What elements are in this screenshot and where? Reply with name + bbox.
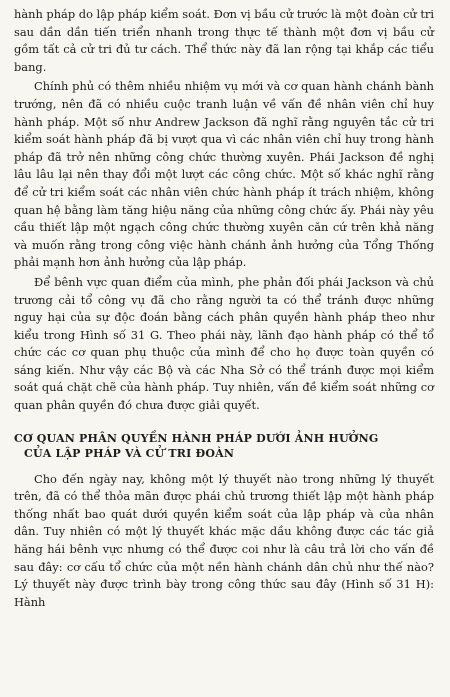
section-heading-line-2: CỦA LẬP PHÁP VÀ CỬ TRI ĐOÀN	[24, 446, 235, 460]
paragraph-3: Để bênh vực quan điểm của mình, phe phản đối phái Jackson và chủ trương cải tổ công vụ đã cho rằng người ta có thể tránh được những nguy hại của sự độc đoán bằng cách phân quyền hành pháp theo như kiểu trong Hình số 31 G. Theo phái này, lãnh đạo hành pháp có thể tổ chức các cơ quan phụ thuộc của mình để cho họ được toàn quyền có sáng kiến. Như vậy các Bộ và các Nha Sở có thể tránh được mọi kiểm soát quá chặt chẽ của hành pháp. Tuy nhiên, vấn đề kiểm soát những cơ quan phân quyền đó chưa được giải quyết.	[14, 274, 434, 413]
paragraph-1: hành pháp do lập pháp kiểm soát. Đơn vị bầu cử trước là một đoàn cử tri sau dần dần tiến triển nhanh trong thực tế thành một đơn vị bầu cử gồm tất cả cử tri đủ tư cách. Thể thức này đã lan rộng tại khắp các tiểu bang.	[14, 7, 434, 74]
section-heading-line-1: CƠ QUAN PHÂN QUYỀN HÀNH PHÁP DƯỚI ẢNH HƯỞNG	[14, 431, 379, 445]
paragraph-4: Cho đến ngày nay, không một lý thuyết nào trong những lý thuyết trên, đã có thể thỏa mãn được phái chủ trương thiết lập một hành pháp thống nhất bao quát dưới quyền kiểm soát của lập pháp và của nhân dân. Tuy nhiên có một lý thuyết khác mặc dầu không được các tác giả hăng hái bênh vực nhưng có thể được coi như là câu trả lời cho vấn đề sau đây: cơ cấu tổ chức của một nền hành chánh dân chủ như thế nào? Lý thuyết này được trình bày trong công thức sau đây (Hình số 31 H): Hành	[14, 471, 434, 609]
paragraph-2: Chính phủ có thêm nhiều nhiệm vụ mới và cơ quan hành chánh bành trướng, nên đã có nhiều cuộc tranh luận về vấn đề nhân viên chỉ huy hành pháp. Một số như Andrew Jackson đã nghĩ rằng nguyên tắc cử tri kiểm soát hành pháp đã bị vượt qua vì các nhân viên chỉ huy trong hành pháp đã trở nên những công chức thường xuyên. Phái Jackson đề nghị lâu lâu lại nên thay đổi một lượt các công chức. Một số khác nghĩ rằng để cử tri kiểm soát các nhân viên chức hành pháp ít trách nhiệm, không quan hệ bằng làm tăng hiệu năng của những công chức ấy. Phái này yêu cầu thiết lập một ngạch công chức thường xuyên căn cứ trên khả năng và muốn rằng trong công việc hành chánh ảnh hưởng của Tổng Thống phải mạnh hơn ảnh hưởng của lập pháp.	[14, 79, 434, 270]
section-heading	[14, 431, 434, 461]
